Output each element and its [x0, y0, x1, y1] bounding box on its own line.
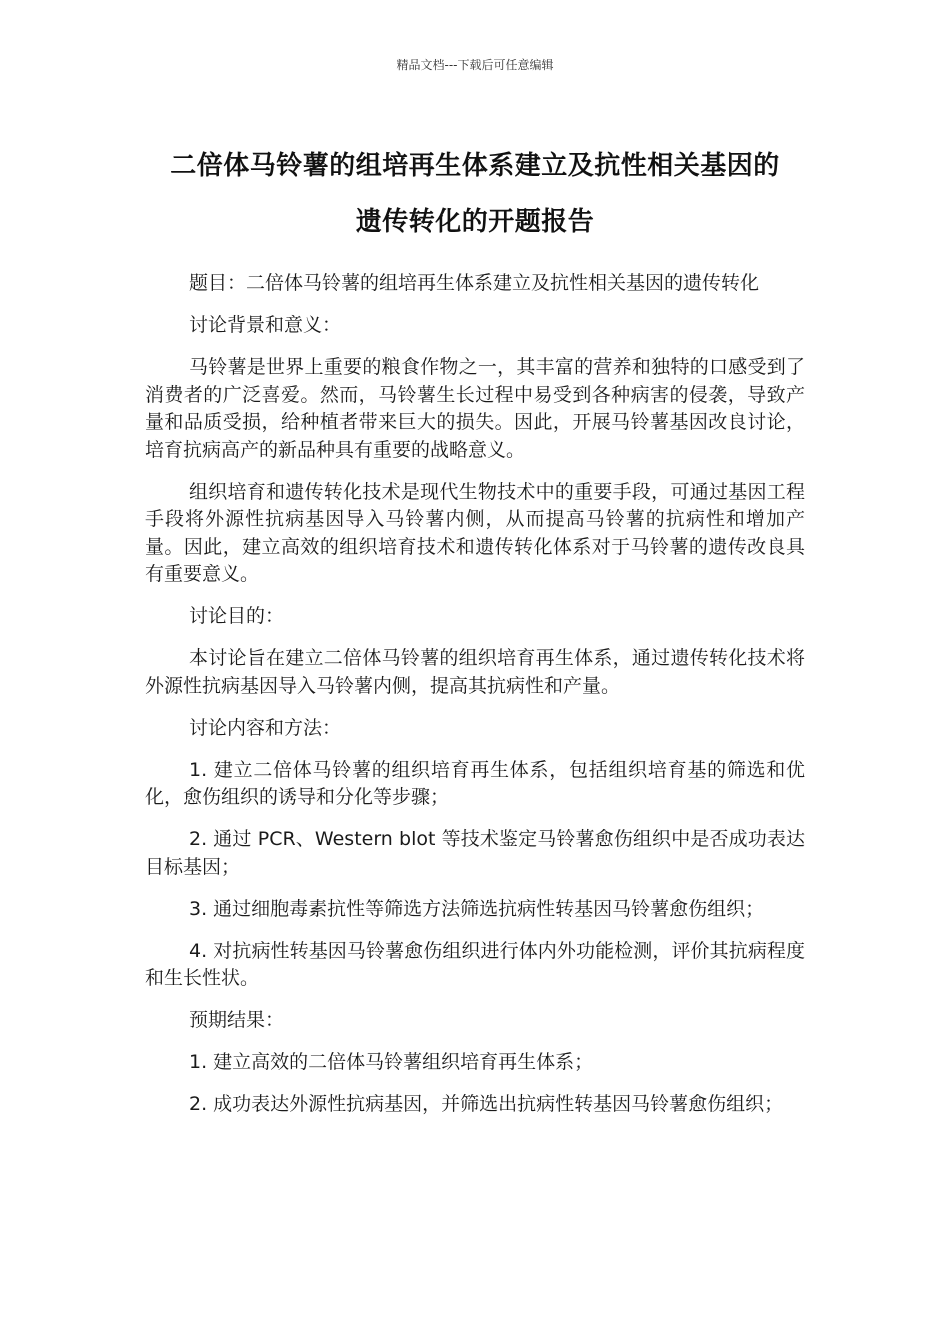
result-item-1: 1. 建立高效的二倍体马铃薯组织培育再生体系；: [189, 1051, 594, 1073]
document-title: [120, 138, 830, 250]
section-heading-background: 讨论背景和意义：: [189, 314, 342, 336]
topic-paragraph: 题目：二倍体马铃薯的组培再生体系建立及抗性相关基因的遗传转化: [189, 272, 760, 294]
method-item-4: 4. 对抗病性转基因马铃薯愈伤组织进行体内外功能检测，评价其抗病程度和生长性状。: [145, 939, 805, 989]
header-note: 精品文档---下载后可任意编辑: [396, 58, 554, 72]
result-item-2: 2. 成功表达外源性抗病基因，并筛选出抗病性转基因马铃薯愈伤组织；: [189, 1093, 784, 1115]
title-line-2: 遗传转化的开题报告: [355, 207, 595, 237]
purpose-paragraph: 本讨论旨在建立二倍体马铃薯的组织培育再生体系，通过遗传转化技术将外源性抗病基因导入马铃薯内侧，提高其抗病性和产量。: [145, 647, 805, 697]
section-heading-purpose: 讨论目的：: [189, 605, 285, 627]
background-paragraph-2: 组织培育和遗传转化技术是现代生物技术中的重要手段，可通过基因工程手段将外源性抗病基因导入马铃薯内侧，从而提高马铃薯的抗病性和增加产量。因此，建立高效的组织培育技术和遗传转化体系对于马铃薯的遗传改良具有重要意义。: [145, 480, 805, 585]
method-item-1: 1. 建立二倍体马铃薯的组织培育再生体系，包括组织培育基的筛选和优化，愈伤组织的诱导和分化等步骤；: [145, 758, 805, 808]
background-paragraph-1: 马铃薯是世界上重要的粮食作物之一，其丰富的营养和独特的口感受到了消费者的广泛喜爱。然而，马铃薯生长过程中易受到各种病害的侵袭，导致产量和品质受损，给种植者带来巨大的损失。因此，开展马铃薯基因改良讨论，培育抗病高产的新品种具有重要的战略意义。: [145, 356, 805, 461]
section-heading-methods: 讨论内容和方法：: [189, 716, 342, 739]
method-item-2: 2. 通过 PCR、Western blot 等技术鉴定马铃薯愈伤组织中是否成功表达目标基因；: [145, 828, 805, 878]
section-heading-results: 预期结果：: [189, 1009, 285, 1031]
method-item-3: 3. 通过细胞毒素抗性等筛选方法筛选抗病性转基因马铃薯愈伤组织；: [189, 897, 765, 920]
document-body: [145, 270, 805, 1133]
title-line-1: 二倍体马铃薯的组培再生体系建立及抗性相关基因的: [170, 151, 780, 181]
